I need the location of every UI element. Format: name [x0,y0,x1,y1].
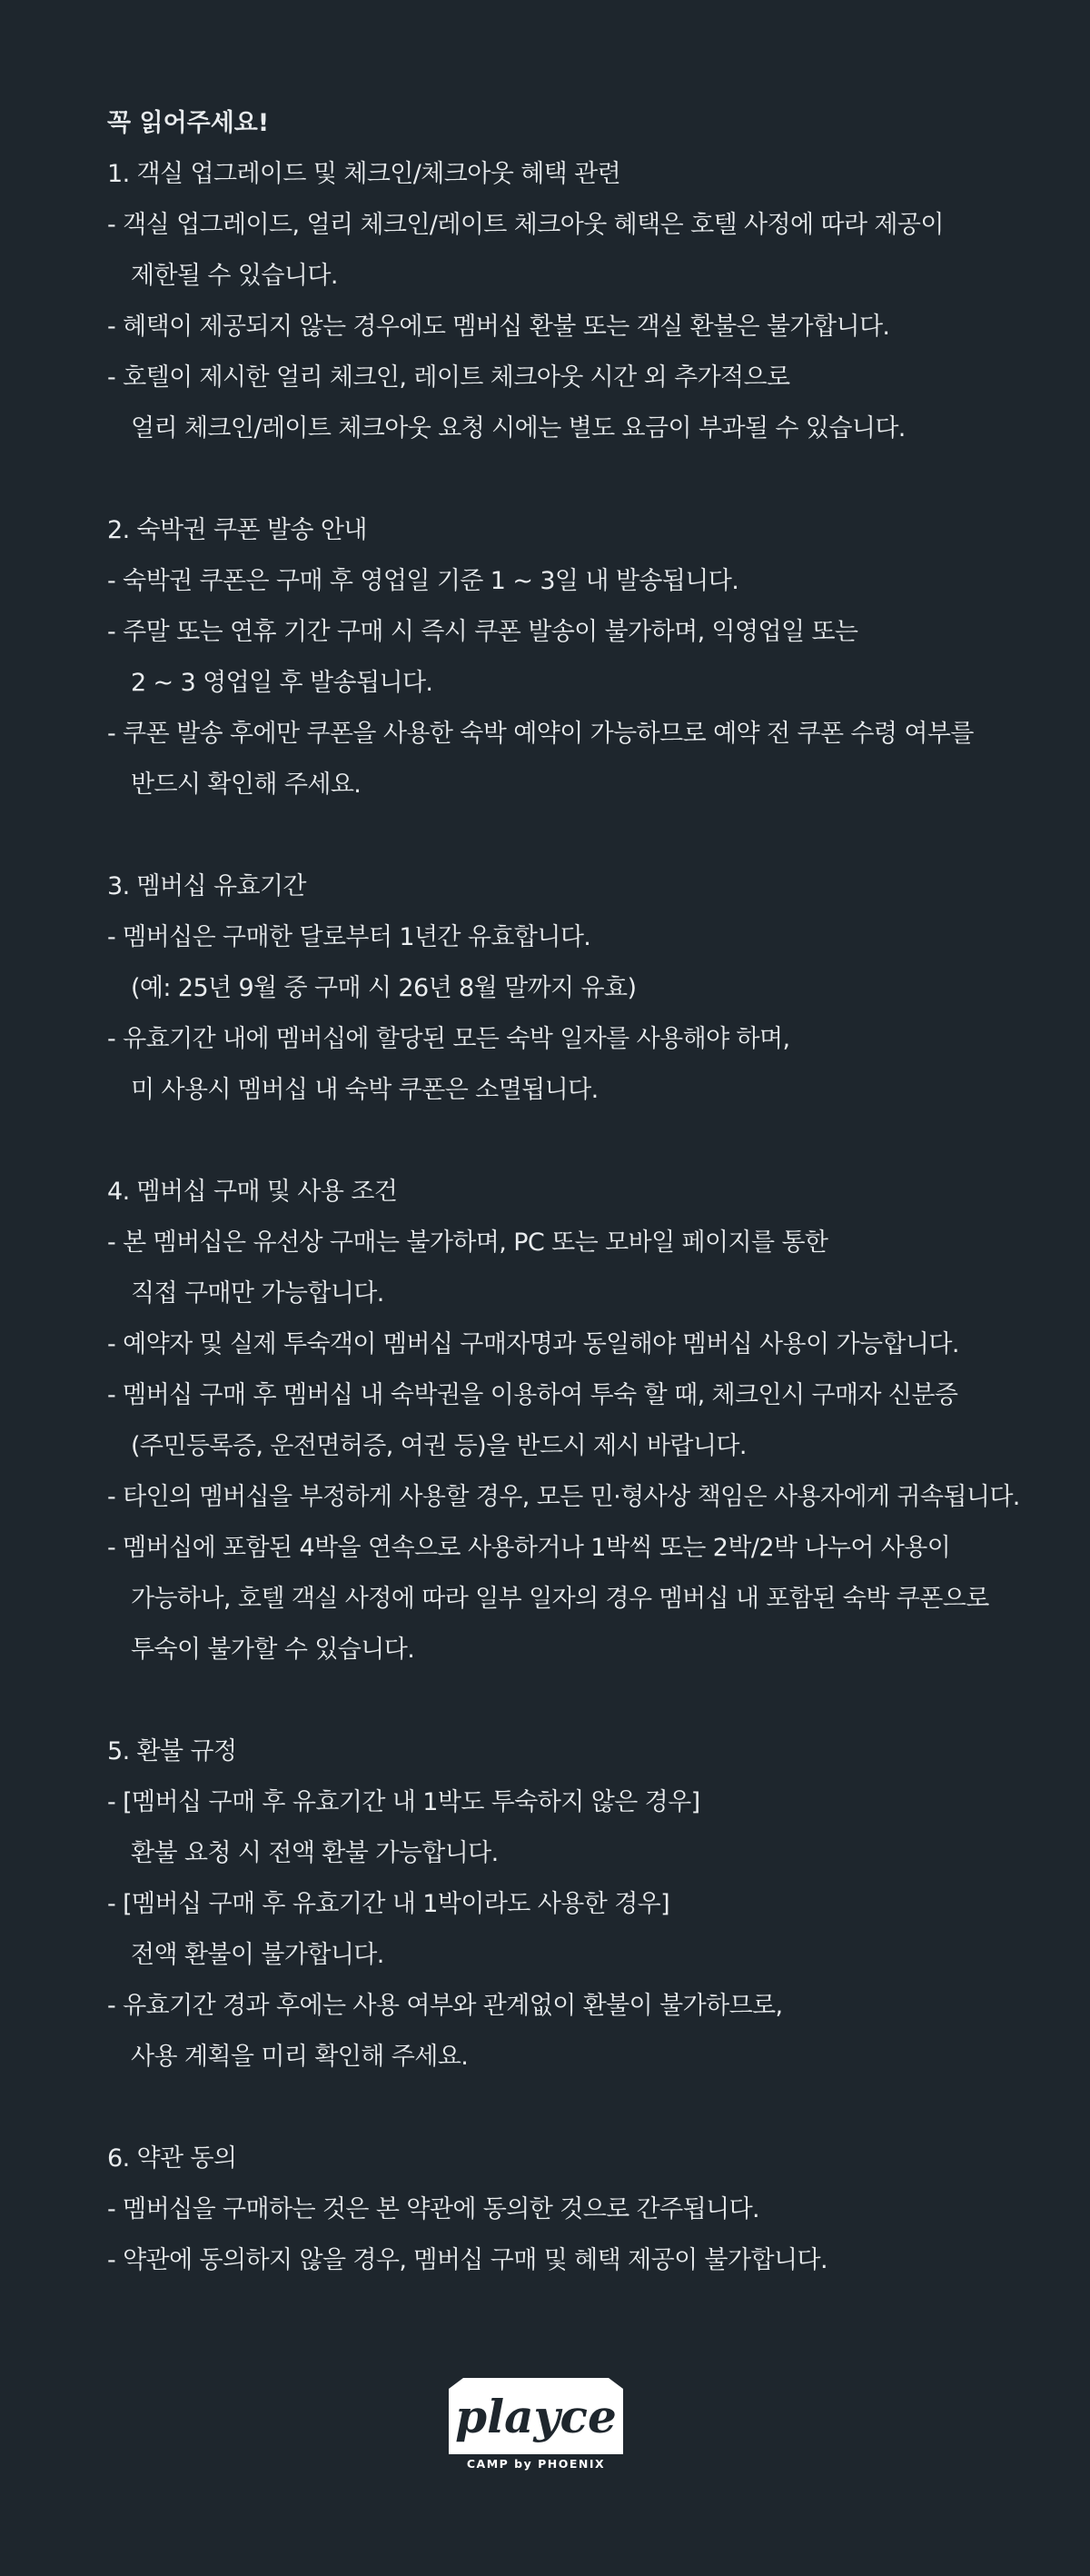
logo-wordmark: playce [455,2390,617,2443]
section-line: 투숙이 불가할 수 있습니다. [131,1636,415,1664]
notice-section [107,149,1043,454]
section-heading: 3. 멤버십 유효기간 [107,872,306,900]
section-line: 직접 구매만 가능합니다. [131,1279,384,1308]
section-line: (예: 25년 9월 중 구매 시 26년 8월 말까지 유효) [131,974,637,1002]
section-line: 전액 환불이 불가합니다. [131,1941,384,1969]
section-line: 제한될 수 있습니다. [131,262,338,290]
section-line: - 예약자 및 실제 투숙객이 멤버십 구매자명과 동일해야 멤버십 사용이 가능합니다. [107,1330,959,1358]
section-line: (주민등록증, 운전면허증, 여권 등)을 반드시 제시 바랍니다. [131,1432,747,1460]
section-line: 환불 요청 시 전액 환불 가능합니다. [131,1839,499,1867]
section-line: - 멤버십을 구매하는 것은 본 약관에 동의한 것으로 간주됩니다. [107,2195,760,2223]
section-line: - [멤버십 구매 후 유효기간 내 1박이라도 사용한 경우] [107,1890,670,1918]
notice-section [107,505,1043,811]
section-line: - 쿠폰 발송 후에만 쿠폰을 사용한 숙박 예약이 가능하므로 예약 전 쿠폰 수령 여부를 [107,720,974,748]
section-line: - 객실 업그레이드, 얼리 체크인/레이트 체크아웃 혜택은 호텔 사정에 따라 제공이 [107,211,944,239]
notice-block [107,98,1043,2337]
section-line: - 타인의 멤버십을 부정하게 사용할 경우, 모든 민·형사상 책임은 사용자에게 귀속됩니다. [107,1483,1020,1511]
section-line: 미 사용시 멤버십 내 숙박 쿠폰은 소멸됩니다. [131,1076,599,1104]
section-line: - [멤버십 구매 후 유효기간 내 1박도 투숙하지 않은 경우] [107,1788,700,1816]
section-heading: 1. 객실 업그레이드 및 체크인/체크아웃 혜택 관련 [107,160,621,188]
section-line: - 본 멤버십은 유선상 구매는 불가하며, PC 또는 모바일 페이지를 통한 [107,1228,828,1257]
section-heading: 6. 약관 동의 [107,2144,237,2173]
section-heading: 5. 환불 규정 [107,1737,237,1765]
section-heading: 4. 멤버십 구매 및 사용 조건 [107,1178,398,1206]
section-line: 2 ~ 3 영업일 후 발송됩니다. [131,669,433,697]
section-line: - 호텔이 제시한 얼리 체크인, 레이트 체크아웃 시간 외 추가적으로 [107,363,790,392]
notice-title: 꼭 읽어주세요! [107,109,270,137]
section-line: - 혜택이 제공되지 않는 경우에도 멤버십 환불 또는 객실 환불은 불가합니다. [107,313,890,341]
notice-section [107,1167,1043,1676]
section-line: - 유효기간 경과 후에는 사용 여부와 관계없이 환불이 불가하므로, [107,1992,783,2020]
notice-section [107,2133,1043,2286]
section-line: 반드시 확인해 주세요. [131,771,362,799]
section-line: 사용 계획을 미리 확인해 주세요. [131,2043,469,2071]
section-line: - 주말 또는 연휴 기간 구매 시 즉시 쿠폰 발송이 불가하며, 익영업일 또는 [107,618,858,646]
section-line: 가능하나, 호텔 객실 사정에 따라 일부 일자의 경우 멤버십 내 포함된 숙박 쿠폰으로 [131,1585,989,1613]
notice-section [107,861,1043,1116]
playce-logo-icon [445,2376,627,2471]
section-heading: 2. 숙박권 쿠폰 발송 안내 [107,516,367,544]
section-line: - 멤버십에 포함된 4박을 연속으로 사용하거나 1박씩 또는 2박/2박 나누어 사용이 [107,1534,951,1562]
notice-section [107,1726,1043,2083]
section-line: - 약관에 동의하지 않을 경우, 멤버십 구매 및 혜택 제공이 불가합니다. [107,2246,827,2274]
section-line: - 멤버십은 구매한 달로부터 1년간 유효합니다. [107,923,591,951]
section-line: - 멤버십 구매 후 멤버십 내 숙박권을 이용하여 투숙 할 때, 체크인시 구매자 신분증 [107,1381,958,1409]
section-line: - 숙박권 쿠폰은 구매 후 영업일 기준 1 ~ 3일 내 발송됩니다. [107,567,739,595]
logo-tagline: CAMP by PHOENIX [466,2457,606,2471]
notice-sections [107,149,1043,2286]
section-line: 얼리 체크인/레이트 체크아웃 요청 시에는 별도 요금이 부과될 수 있습니다. [131,414,906,443]
section-line: - 유효기간 내에 멤버십에 할당된 모든 숙박 일자를 사용해야 하며, [107,1025,790,1053]
